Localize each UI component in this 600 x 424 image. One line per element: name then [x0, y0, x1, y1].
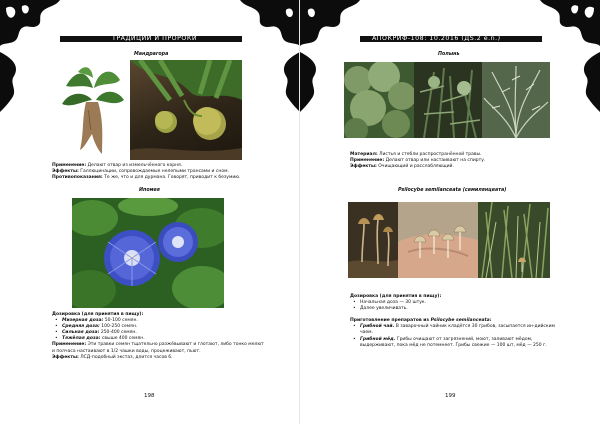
running-title: АПОКРИФ-108: 10.2016 (ДS.2 e.n.): [372, 35, 501, 42]
psilocybe-photo-1: [348, 202, 398, 278]
psilocybe-description: [350, 294, 564, 349]
list-item: • Средняя доза: 100-250 семян.: [52, 324, 266, 330]
mandrake-root-illustration: [58, 60, 128, 160]
mandrake-effects: Эффекты: Галлюцинации, сопровождаемые нелепыми трансами и сном.: [52, 169, 229, 175]
running-title: ТРАДИЦИИ И ПРОРОКИ: [112, 35, 198, 42]
ipomoea-dosage-heading: Дозировка (для принятия в пищу):: [52, 312, 144, 317]
caption-ipomoea: Ипомея: [139, 188, 160, 193]
caption-wormwood: Полынь: [438, 52, 460, 57]
tribal-ornament-side-left: [0, 52, 22, 112]
psilocybe-dosage-list: [350, 300, 564, 312]
caption-mandrake: Мандрагора: [134, 52, 169, 57]
psilocybe-photo-hand: [398, 202, 478, 278]
wormwood-usage: Применение: Делают отвар или настаивают на спирту.: [350, 158, 486, 164]
tribal-ornament-top-right: [540, 0, 600, 46]
wormwood-photo-3: [482, 62, 550, 138]
psilocybe-prep-heading: Приготовление препаратов из Psilocybe semilanceata:: [350, 318, 492, 324]
list-item: • Далее увеличивать.: [350, 306, 564, 312]
list-item: • Начальная доза — 30 штук.: [350, 300, 564, 306]
wormwood-photo-1: [344, 62, 414, 138]
psilocybe-dosage-heading: Дозировка (для принятия в пищу):: [350, 294, 442, 299]
ipomoea-dosage-list: [52, 318, 266, 342]
tribal-ornament-side-right: [578, 52, 600, 112]
page-number: 198: [144, 393, 155, 399]
tribal-ornament-top-left: [0, 0, 60, 46]
mandrake-contraindications: Противопоказания: Те же, что и для дурмана. Говорят, приводит к безумию.: [52, 175, 241, 181]
tribal-ornament-top-gutter-right: [300, 0, 360, 46]
psilocybe-prep-list: [350, 324, 564, 348]
wormwood-material: Материал: Листья и стебли распространённой травы.: [350, 152, 482, 157]
tribal-ornament-side-gutter-right: [300, 52, 322, 112]
right-page: [300, 0, 600, 424]
list-item: • Грибной чай. В заварочный чайник кладётся 30 грибов, засыпается ин-дийским чаем.: [350, 324, 564, 336]
mandrake-usage: Применение: Делают отвар из измельчённого корня.: [52, 163, 183, 168]
wormwood-description: [350, 152, 560, 170]
mandrake-plant-photo: [130, 60, 242, 160]
mandrake-description: [52, 163, 252, 181]
list-item: • Грибной мёд. Грибы очищают от загрязнений, моют, заливают мёдом, выдерживают, пока мёд не потемнеет. Грибы свежие — 100 шт, мёд — 250 г.: [350, 337, 564, 349]
list-item: • Мизерная доза: 50-100 семян.: [52, 318, 266, 324]
tribal-ornament-top-gutter-left: [240, 0, 300, 46]
list-item: • Сильная доза: 250-400 семян.: [52, 330, 266, 336]
ipomoea-usage: Применение: Эти травки семян тщательно разжёвывают и глотают, либо тонко мелют и полчаса настаивают в 1/2 чашки воды, процеживают, пьют.: [52, 342, 264, 354]
caption-psilocybe: Psilocybe semilanceata (семилянцеата): [398, 188, 507, 193]
wormwood-effects: Эффекты: Очищающий и расслабляющий.: [350, 164, 454, 170]
ipomoea-description: [52, 312, 266, 361]
ipomoea-effects: Эффекты: ЛСД-подобный экстаз, длится часов 6.: [52, 354, 173, 360]
morning-glory-photo: [72, 198, 224, 308]
psilocybe-photo-grass: [478, 202, 550, 278]
wormwood-photo-2: [414, 62, 482, 138]
list-item: • Тяжёлая доза: свыше 400 семян.: [52, 336, 266, 342]
page-number: 199: [445, 393, 456, 399]
tribal-ornament-side-gutter-left: [278, 52, 300, 112]
